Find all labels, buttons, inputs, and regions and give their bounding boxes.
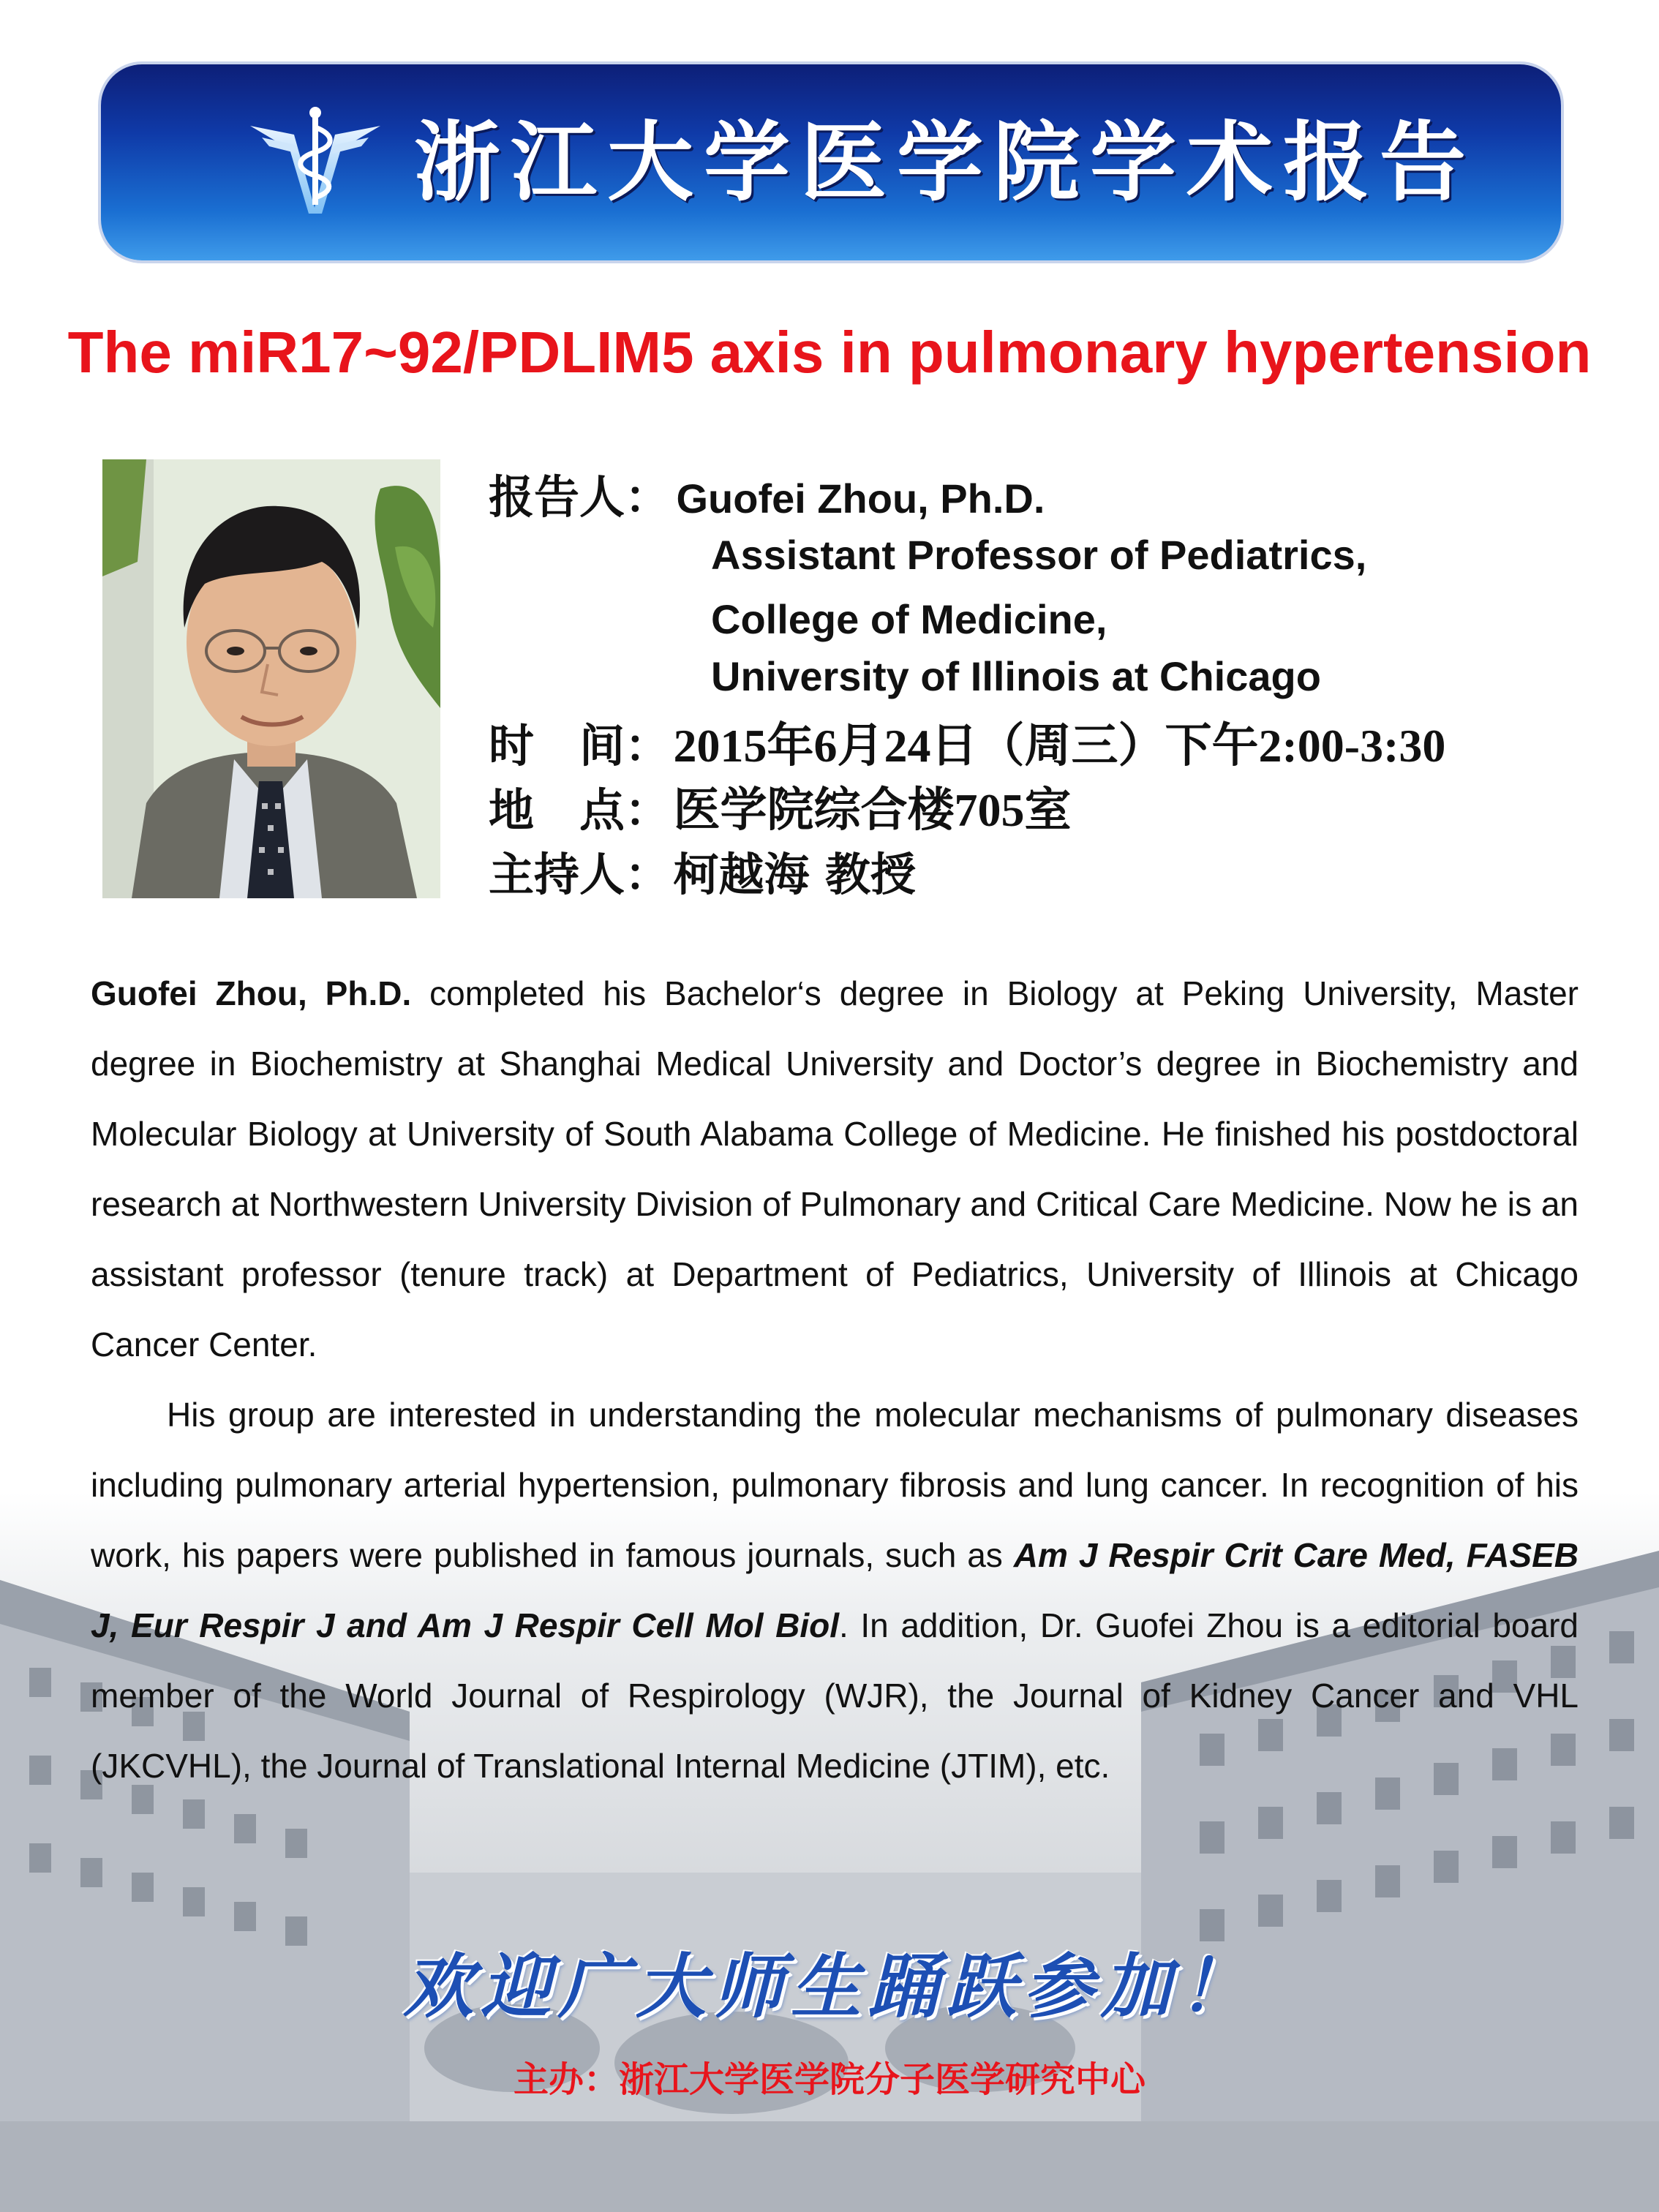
journal-separator: , [1445,1536,1467,1574]
journal-separator: and [334,1606,418,1644]
host-label: 主持人： [489,848,671,901]
host-row [489,838,916,903]
affiliation-line-3: University of Illinois at Chicago [711,653,1321,699]
bio-speaker-name: Guofei Zhou, Ph.D. [91,974,412,1012]
bio-paragraph-2 [91,1380,1579,1801]
speaker-label: 报告人： [489,470,671,524]
bio-paragraph-1 [91,958,1579,1380]
place-label: 地 点： [489,783,671,837]
bio-paragraph-1-text: completed his Bachelor‘s degree in Biology at Peking University, Master degree in Biochemistry at Shanghai Medical University and Doctor’s degree in Biochemistry and Molecular Biology at University of South Alabama College of Medicine. He finished his postdoctoral research at Northwestern University Division of Pulmonary and Critical Care Medicine. Now he is an assistant professor (tenure track) at Department of Pediatrics, University of Illinois at Chicago Cancer Center. [91,974,1579,1363]
bio-paragraph-2-text-a: His group are interested in understanding the molecular mechanisms of pulmonary diseases including pulmonary arterial hypertension, pulmonary fibrosis and lung cancer. In recognition of his work, his papers were published in famous journals, such as [91,1396,1579,1574]
bio-paragraph-2-text-b: . In addition, Dr. Guofei Zhou is a editorial board member of the World Journal of Respirology (WJR), the Journal of Kidney Cancer and VHL (JKCVHL), the Journal of Translational Internal Medicine (JTIM), etc. [91,1606,1579,1785]
time-label: 时 间： [489,719,671,772]
place-row [489,772,1071,840]
talk-title: The miR17~92/PDLIM5 axis in pulmonary hypertension [67,320,1592,385]
affiliation-line-1: Assistant Professor of Pediatrics, [711,532,1367,578]
speaker-row [489,461,1045,526]
time-value: 2015年6月24日（周三）下午2:00-3:30 [673,720,1446,772]
speaker-name: Guofei Zhou, Ph.D. [676,475,1045,522]
header-banner [101,64,1561,260]
banner-title: 浙江大学医学院学术报告 [414,112,1477,213]
journal-name: Am J Respir Cell Mol Biol [417,1606,840,1644]
journal-name: Am J Respir Crit Care Med [1013,1536,1446,1574]
caduceus-icon [247,105,383,217]
speaker-photo [102,459,440,898]
affiliation-line-2: College of Medicine, [711,596,1107,642]
host-value: 柯越海 教授 [673,848,917,901]
organizer-line: 主办：浙江大学医学院分子医学研究中心 [513,2059,1146,2100]
journal-name: FASEB J [91,1536,1579,1644]
welcome-slogan: 欢迎广大师生踊跃参加！ [403,1946,1256,2028]
time-row [489,708,1445,775]
place-value: 医学院综合楼705室 [673,784,1072,836]
speaker-biography [91,958,1579,1801]
journal-name: Eur Respir J [130,1606,335,1644]
journal-separator: , [109,1606,131,1644]
